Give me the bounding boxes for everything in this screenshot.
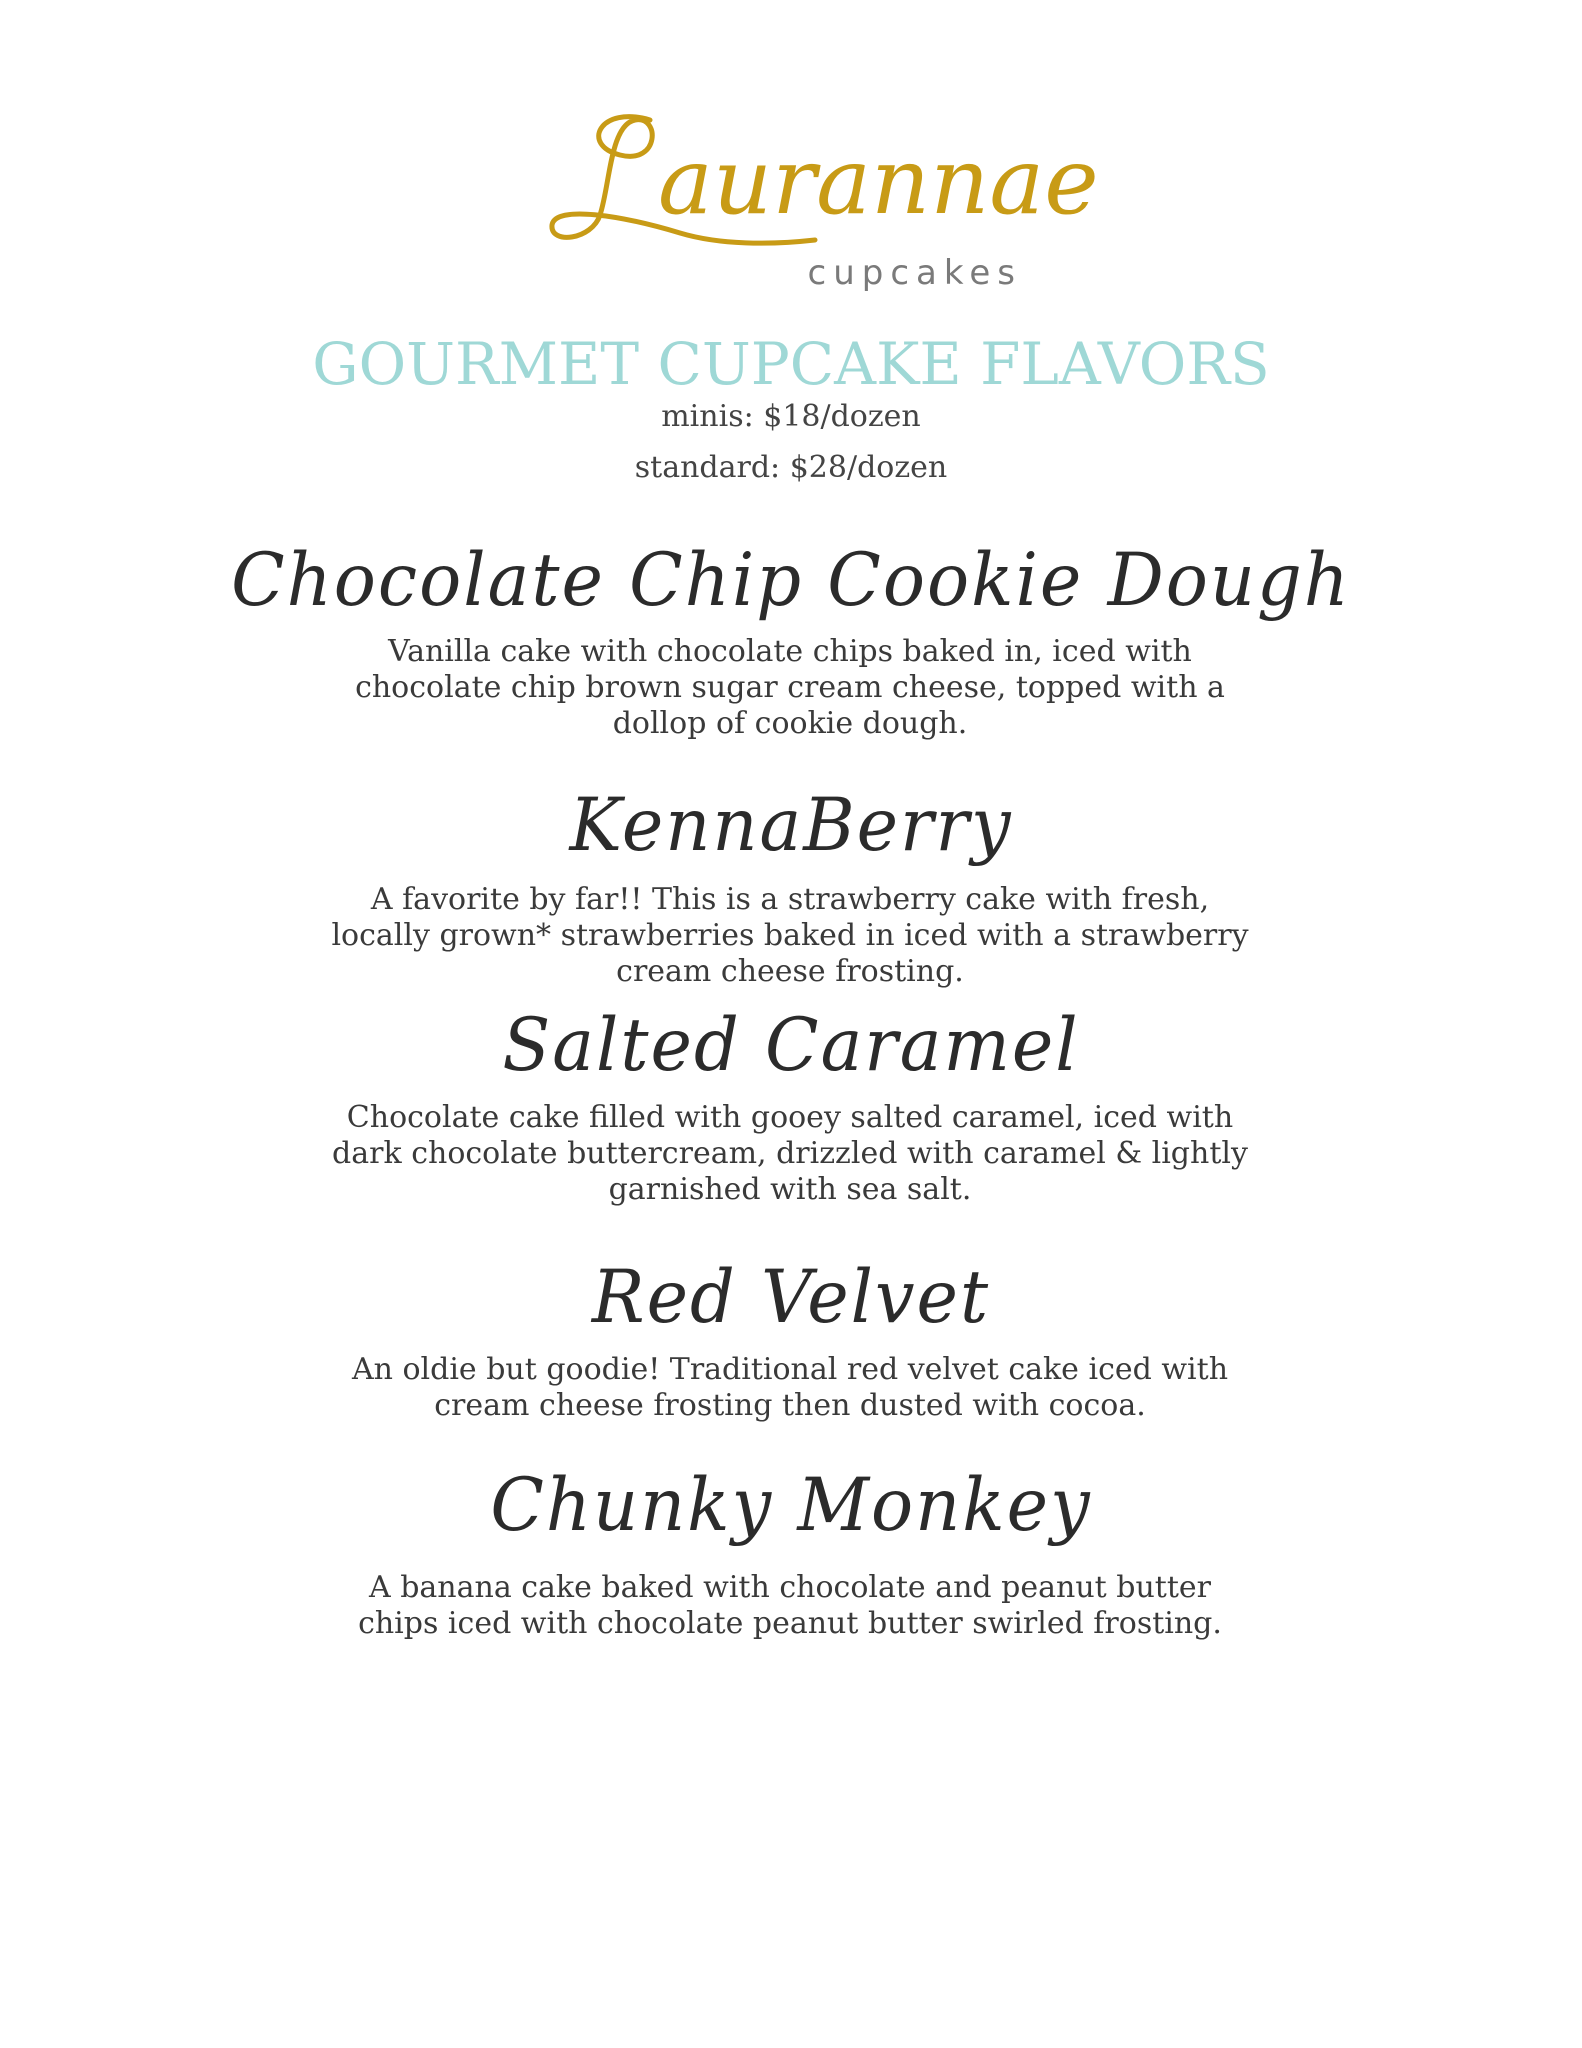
flavor-description: A banana cake baked with chocolate and peanut butter chips iced with chocolate peanut butter swirled frosting. [358, 1570, 1222, 1641]
flavor-description: An oldie but goodie! Traditional red velvet cake iced with cream cheese frosting then dusted with cocoa. [351, 1352, 1229, 1423]
flavor-name: Chunky Monkey [490, 1461, 1092, 1549]
menu-title: GOURMET CUPCAKE FLAVORS [312, 330, 1270, 398]
price-minis: minis: $18/dozen [661, 399, 921, 434]
price-standard: standard: $28/dozen [634, 450, 948, 485]
brand-logo-script [540, 95, 1099, 265]
svg-text:aurannae: aurannae [658, 128, 1099, 235]
flavor-description: A favorite by far!! This is a strawberry cake with fresh, locally grown* strawberries baked in iced with a strawberry cream cheese frosting. [331, 882, 1249, 989]
flavor-name: KennaBerry [569, 781, 1013, 869]
flavor-name: Chocolate Chip Cookie Dough [231, 536, 1351, 624]
flavor-name: Salted Caramel [502, 1001, 1080, 1089]
brand-logo [540, 95, 1099, 305]
flavor-description: Chocolate cake filled with gooey salted caramel, iced with dark chocolate buttercream, drizzled with caramel & lightly garnished with sea salt. [332, 1100, 1248, 1207]
brand-subtitle: cupcakes [807, 253, 1022, 293]
flavor-name: Red Velvet [591, 1253, 991, 1341]
flavor-description: Vanilla cake with chocolate chips baked in, iced with chocolate chip brown sugar cream cheese, topped with a dollop of cookie dough. [355, 634, 1225, 741]
